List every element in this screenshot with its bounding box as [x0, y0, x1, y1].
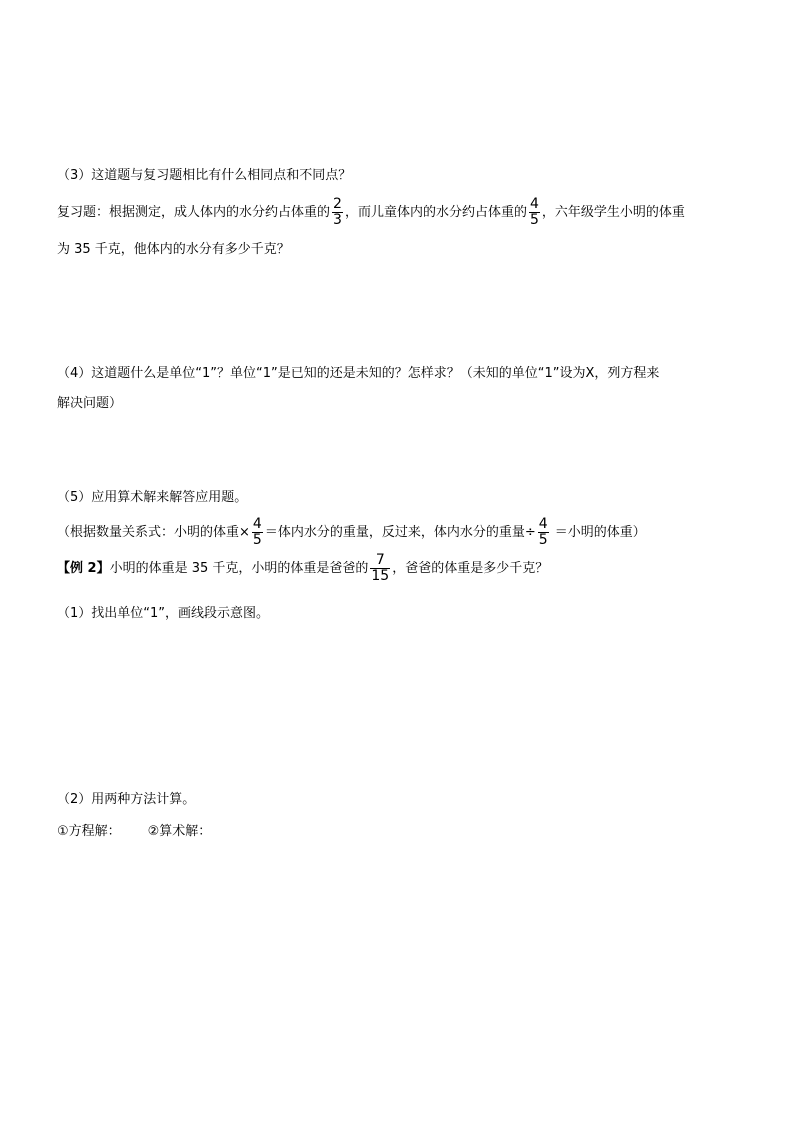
method-arithmetic-label: ②算术解：: [147, 824, 212, 839]
fraction-two-thirds: $\frac{2}{3}$: [333, 196, 342, 228]
q5-relation-text-3: ＝小明的体重）: [550, 525, 646, 540]
example-2-line: [57, 553, 548, 584]
q5-relation-text-2: ＝体内水分的重量，反过来，体内水分的重量÷: [264, 525, 536, 540]
q5-relation: [57, 517, 646, 548]
example-2-methods: [57, 824, 211, 840]
q3-review-text-2: ，而儿童体内的水分约占体重的: [344, 205, 527, 220]
q3-review-text-1: 复习题：根据测定，成人体内的水分约占体重的: [57, 205, 331, 220]
q3-review-line-1: [57, 197, 685, 228]
q3-title: （3）这道题与复习题相比有什么相同点和不同点？: [57, 168, 352, 183]
q5-title: （5）应用算术解来解答应用题。: [57, 490, 248, 505]
example-2-text-2: ，爸爸的体重是多少千克？: [392, 561, 549, 576]
fraction-four-fifths: $\frac{4}{5}$: [538, 516, 548, 548]
q5-relation-text-1: （根据数量关系式：小明的体重×: [57, 525, 250, 540]
q4-line-1: （4）这道题什么是单位“1”？单位“1”是已知的还是未知的？怎样求？（未知的单位“1”设为X，列方程来: [57, 366, 660, 381]
q3-review-text-3: ，六年级学生小明的体重: [541, 205, 685, 220]
q3-review-line-2: 为 35 千克，他体内的水分有多少千克？: [57, 242, 290, 257]
example-2-text-1: 小明的体重是 35 千克，小明的体重是爸爸的: [109, 561, 369, 576]
fraction-four-fifths: $\frac{4}{5}$: [252, 516, 262, 548]
example-2-q1: （1）找出单位“1”，画线段示意图。: [57, 606, 270, 621]
fraction-four-fifths: $\frac{4}{5}$: [529, 196, 539, 228]
fraction-seven-fifteenths: $\frac{7}{15}$: [371, 552, 390, 584]
q4-line-2: 解决问题）: [57, 396, 123, 411]
method-equation-label: ①方程解：: [57, 824, 121, 839]
example-2-label: 【例 2】: [57, 561, 110, 576]
example-2-q2: （2）用两种方法计算。: [57, 792, 196, 807]
